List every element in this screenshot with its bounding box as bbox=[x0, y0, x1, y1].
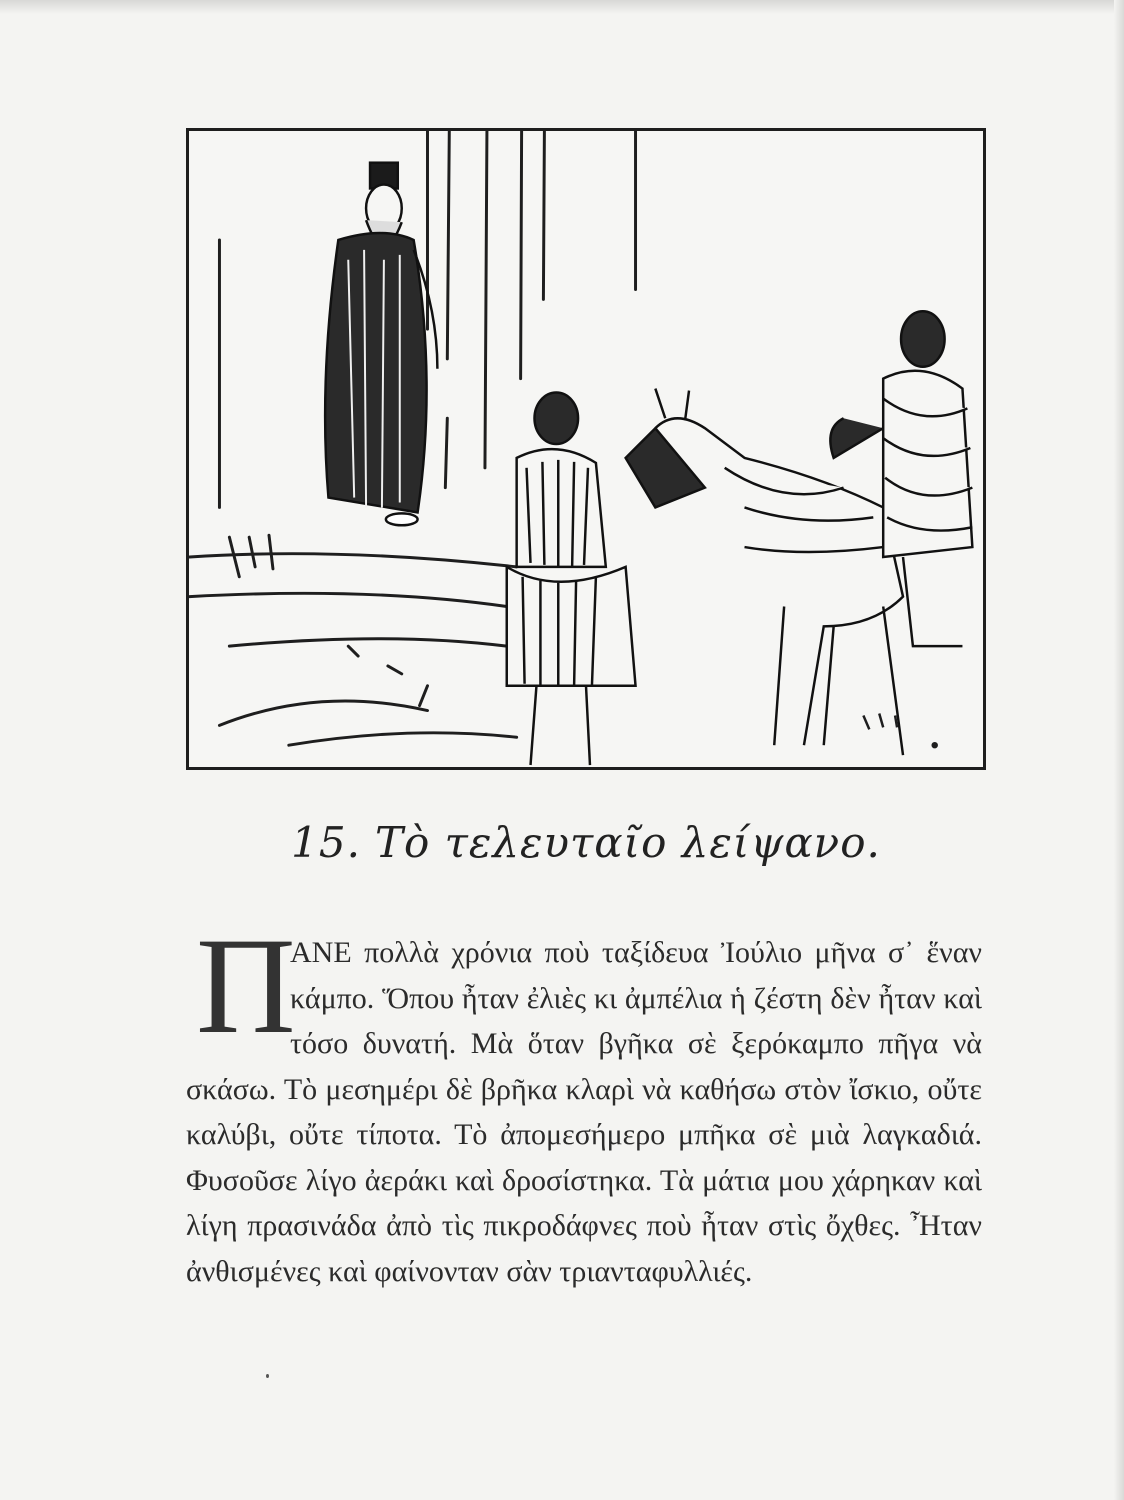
street-line bbox=[190, 593, 507, 606]
ground-dot bbox=[933, 743, 937, 747]
wall-line bbox=[445, 418, 447, 487]
illustration-drawing bbox=[189, 131, 983, 767]
ink-speck bbox=[266, 1374, 269, 1378]
wall-line bbox=[485, 131, 487, 468]
cobble-mark bbox=[348, 646, 427, 705]
page-binding-shadow bbox=[1114, 0, 1124, 1500]
wall-line bbox=[447, 131, 449, 359]
street-line bbox=[219, 701, 427, 725]
grass-mark bbox=[863, 714, 897, 730]
chapter-title-text: Τὸ τελευταῖο λείψανο. bbox=[374, 818, 881, 867]
priest-figure bbox=[325, 163, 437, 526]
body-paragraph: ΑΝΕ πολλὰ χρόνια ποὺ ταξίδευα Ἰούλιο μῆνα σ᾿ ἕναν κάμπο. Ὅπου ἦταν ἐλιὲς κι ἀμπέλια ἡ ζέστη δὲν ἦταν καὶ τόσο δυνατή. Μὰ ὅταν βγῆκα σὲ ξερόκαμπο πῆγα νὰ σκάσω. Τὸ μεσημέρι δὲ βρῆκα κλαρὶ νὰ καθήσω στὸν ἴσκιο, οὔτε καλύβι, οὔτε τίποτα. Τὸ ἀπομεσήμερο μπῆκα σὲ μιὰ λαγκαδιά. Φυσοῦσε λίγο ἀεράκι καὶ δροσίστηκα. Τὰ μάτια μου χάρηκαν καὶ λίγη πρασινάδα ἀπὸ τὶς πικροδάφνες ποὺ ἦταν στὶς ὄχθες. Ἦταν ἀνθισμένες καὶ φαίνονταν σὰν τριανταφυλλιές. bbox=[186, 936, 982, 1288]
chapter-number: 15. bbox=[291, 818, 361, 867]
body-text bbox=[186, 909, 982, 1294]
street-line bbox=[190, 554, 517, 567]
street-line bbox=[229, 639, 506, 646]
donkey-figure bbox=[626, 389, 903, 756]
drop-cap: Π bbox=[196, 909, 296, 1062]
page-top-edge bbox=[0, 0, 1124, 14]
wall-line bbox=[543, 131, 544, 299]
chapter-title bbox=[186, 818, 986, 867]
illustration bbox=[186, 128, 986, 770]
wall-line bbox=[521, 131, 522, 379]
street-line bbox=[289, 733, 517, 745]
boy-figure bbox=[507, 393, 636, 765]
